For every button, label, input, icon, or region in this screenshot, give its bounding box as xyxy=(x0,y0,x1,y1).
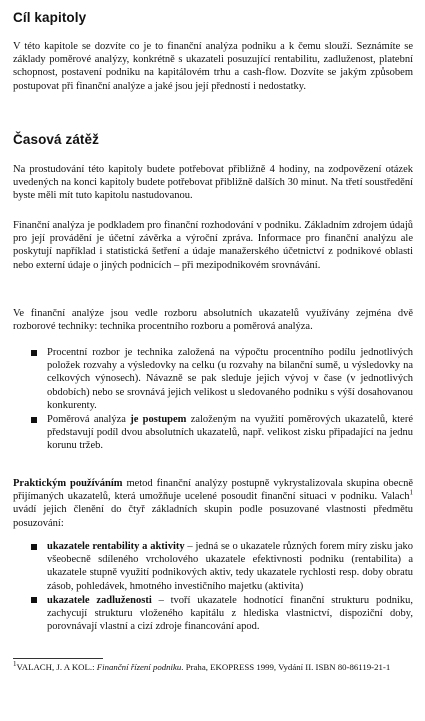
list-item-post: založeným na využití poměrových ukazatelů, které představují podíl dvou absolutních ukazatelů, např. velikost zisku připadající na jednu korunu tržeb. xyxy=(47,414,413,452)
list-item-text: – jedná se o ukazatele různých forem míry zisku jako všeobecně sdíleného vrcholového ukazatele efektivnosti podniku (rentabilita) a ukazatele stupně využití podnikových aktiv, tedy ukazatele rychlosti resp. doby obratu zásob, pohledávek, hmotného investičního majetku (aktivita) xyxy=(47,541,413,592)
body-paragraph-3 xyxy=(13,477,413,530)
body-paragraph-1 xyxy=(13,219,413,272)
footnote-ref: 1 xyxy=(409,488,413,497)
footnote-title: Finanční řízení podniku xyxy=(96,662,182,672)
list-item xyxy=(13,413,413,453)
section-heading-goal: Cíl kapitoly xyxy=(13,10,87,25)
time-text: Na prostudování této kapitoly budete potřebovat přibližně 4 hodiny, na zodpovězení otázek uvedených na konci kapitoly budete potřebovat přibližně dalších 30 minut. Na třetí soustředění byste měli mít tuto kapitolu nastudovanou. xyxy=(13,164,413,202)
body-text-3 xyxy=(13,477,413,530)
body-text-3-bold: Praktickým používáním xyxy=(13,478,123,489)
body-text-1: Finanční analýza je podkladem pro finanční rozhodování v podniku. Základním zdrojem údajů pro její provádění je účetní závěrka a výroční zpráva. Informace pro finanční analýzu ale poskytují například i statistická šetření a údaje manažerského účetnictví z podnikové oblasti nebo externí údaje o jiných podnicích – při mezipodnikovém srovnávání. xyxy=(13,220,413,271)
list-item xyxy=(13,594,413,634)
list-item xyxy=(13,346,413,412)
technique-list xyxy=(13,346,413,453)
list-item-bold: je postupem xyxy=(130,414,187,426)
section-heading-time: Časová zátěž xyxy=(13,132,99,147)
footnote-mark: 1 xyxy=(13,660,17,669)
square-bullet-icon xyxy=(31,544,37,550)
goal-text: V této kapitole se dozvíte co je to finanční analýza podniku a k čemu slouží. Seznámíte se základy poměrové analýzy, konkrétně s ukazateli posuzující rentabilitu, zadluženost, platební schopnost, postavení podniku na kapitálovém trhu a cash-flow. Dozvíte se jakým způsobem postupovat při finanční analýze a jaké jsou její předností i nedostatky. xyxy=(13,41,413,92)
goal-paragraph xyxy=(13,40,413,93)
body-paragraph-2 xyxy=(13,307,413,333)
footnote-rest: . Praha, EKOPRESS 1999, Vydání II. ISBN 80-86119-21-1 xyxy=(181,662,391,672)
footnote xyxy=(13,662,413,673)
list-item-pre: Poměrová analýza xyxy=(47,414,131,426)
body-text-3-b: uvádí jejich členění do čtyř základních skupin podle posuzované vlastnosti předmětu posuzování: xyxy=(13,504,413,529)
list-item-bold: ukazatele rentability a aktivity xyxy=(47,541,185,552)
body-text-2: Ve finanční analýze jsou vedle rozboru absolutních ukazatelů využívány zejména dvě rozborové techniky: technika procentního rozboru a poměrová analýza. xyxy=(13,308,413,333)
list-item-text: – tvoří ukazatele hodnotící finanční strukturu podniku, zachycují strukturu vloženého kapitálu z hlediska vlastnictví, dispoziční doby, porovnávají vlastní a cizí zdroje financování apod. xyxy=(47,594,413,633)
footnote-author: VALACH, J. A KOL.: xyxy=(16,662,97,672)
square-bullet-icon xyxy=(31,597,37,603)
body-text-3-a: metod finanční analýzy postupně vykrystalizovala skupina obecně přijímaných ukazatelů, která umožňuje ucelené posoudit finanční situaci v podniku. Valach xyxy=(13,478,413,503)
footnote-divider xyxy=(13,658,103,659)
list-item xyxy=(13,540,413,593)
time-paragraph xyxy=(13,163,413,203)
list-item-bold: ukazatele zadluženosti xyxy=(47,594,152,606)
indicator-list xyxy=(13,540,413,633)
list-item-text: Procentní rozbor je technika založená na výpočtu procentního podílu jednotlivých položek rozvahy a výsledovky na celku (u rozvahy na bilanční sumě, u výsledovky na celkových výnosech). Návazně se pak sleduje jejich vývoj v čase (v jednotlivých obdobích) nebo se srovnává jejich velikost u sledovaného podniku s výší dosahovanou konkurenty. xyxy=(47,347,413,411)
square-bullet-icon xyxy=(31,350,37,356)
square-bullet-icon xyxy=(31,417,37,423)
